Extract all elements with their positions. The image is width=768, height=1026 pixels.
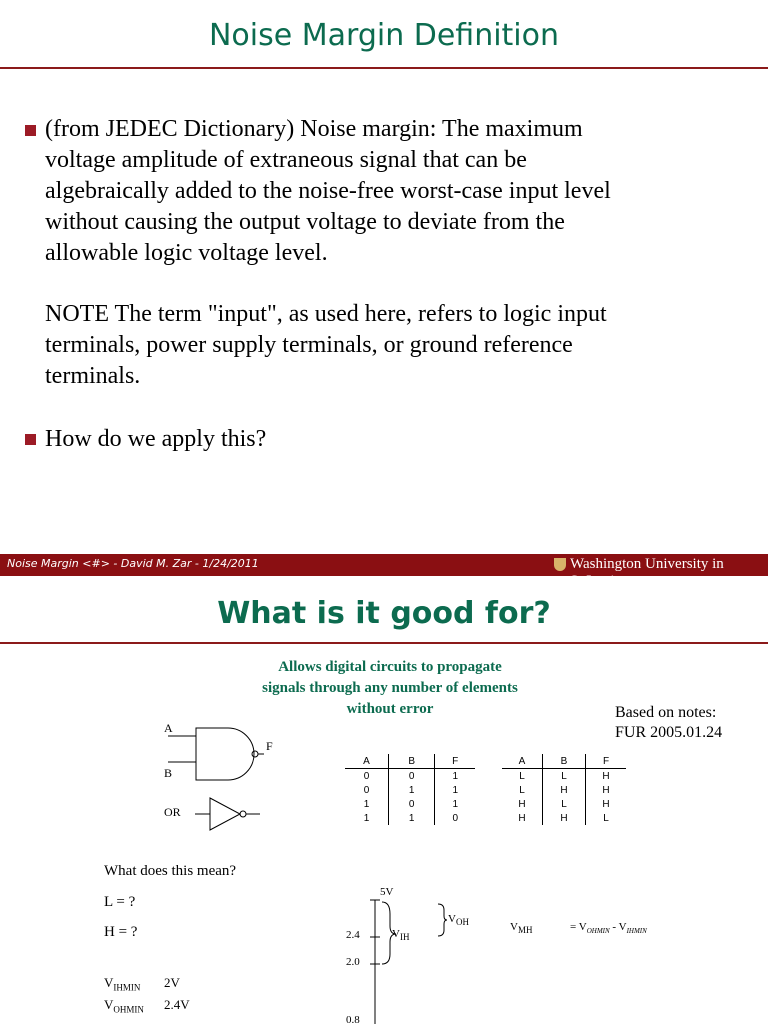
table-cell: H <box>586 769 626 784</box>
vihmin-label: $V_{IHMIN}$ <box>104 975 141 993</box>
bullet-square-icon <box>25 434 36 445</box>
vmh-label: $V_{MH}$ <box>510 921 533 936</box>
col-f-header: F <box>586 754 626 769</box>
col-a-header: A <box>502 754 542 769</box>
table-cell: 0 <box>363 784 370 796</box>
axis-label-2-0: 2.0 <box>346 956 360 968</box>
table-cell: 1 <box>363 812 370 824</box>
note-text: NOTE The term "input", as used here, refers to logic input terminals, power supply terminals, or ground reference terminals. <box>45 301 607 389</box>
axis-label-2-4: 2.4 <box>346 929 360 941</box>
university-name: Washington University in St.Louis <box>570 556 724 589</box>
slide1-title: Noise Margin Definition <box>208 18 560 53</box>
slide1-title-rule <box>0 67 768 69</box>
bullet-square-icon <box>25 125 36 136</box>
table-cell: H <box>518 812 526 824</box>
table-row <box>345 797 475 811</box>
gate-input-a: A <box>164 721 173 735</box>
vohmin-label: $V_{OHMIN}$ <box>104 997 144 1015</box>
table-cell: H <box>586 783 626 797</box>
table-header-row <box>502 754 626 769</box>
table-row <box>502 783 626 797</box>
table-cell: L <box>586 811 626 825</box>
voltage-axis <box>360 890 420 1024</box>
table-cell: L <box>542 769 585 784</box>
table-cell: H <box>542 811 585 825</box>
table-cell: 1 <box>388 783 434 797</box>
university-shield-icon <box>554 558 566 571</box>
table-row <box>345 783 475 797</box>
noise-margin-equation: = $V_{OHMIN} - V_{IHMIN}$ <box>570 921 647 936</box>
voh-label: $V_{OH}$ <box>448 913 469 928</box>
nand-bubble <box>252 751 258 757</box>
col-f-header: F <box>435 754 475 769</box>
table-cell: 0 <box>388 769 434 784</box>
table-row <box>502 769 626 784</box>
table-cell: 0 <box>388 797 434 811</box>
table-header-row <box>345 754 475 769</box>
gate-input-b: B <box>164 766 173 780</box>
table-cell: 1 <box>388 811 434 825</box>
col-a-header: A <box>345 754 388 769</box>
table-cell: 0 <box>363 770 370 782</box>
voh-brace <box>436 902 448 938</box>
jedec-definition-text: (from JEDEC Dictionary) Noise margin: The maximum voltage amplitude of extraneous signal that can be algebraically added to the noise-free worst-case input level without causing the output voltage to deviate from the allowable logic voltage level. <box>45 116 611 266</box>
slide2-subtitle: Allows digital circuits to propagate signals through any number of elements without error <box>262 659 518 717</box>
truth-table-logic-levels <box>502 754 626 825</box>
footer-left-text: Noise Margin <#> - David M. Zar - 1/24/2011 <box>7 557 259 570</box>
axis-label-5v: 5V <box>380 886 394 898</box>
gate-output-f: F <box>266 739 273 753</box>
apply-question-text: How do we apply this? <box>45 426 267 452</box>
table-cell: L <box>519 784 525 796</box>
slide2-title-rule <box>0 642 768 644</box>
axis-label-0-8: 0.8 <box>346 1014 360 1026</box>
table-cell: L <box>519 770 525 782</box>
vihmin-value: 2V <box>164 975 180 990</box>
high-level-question: H = ? <box>104 924 138 940</box>
question-text: What does this mean? <box>104 863 237 879</box>
table-cell: H <box>586 797 626 811</box>
vih-label: $V_{IH}$ <box>392 928 410 943</box>
table-row <box>345 811 475 825</box>
table-row <box>502 811 626 825</box>
buffer-gate-body <box>210 798 240 830</box>
col-b-header: B <box>542 754 585 769</box>
slide-footer <box>0 554 768 589</box>
based-on-notes: Based on notes: FUR 2005.01.24 <box>615 704 723 741</box>
gate-or-label: OR <box>164 805 181 819</box>
low-level-question: L = ? <box>104 894 136 910</box>
table-cell: 1 <box>435 769 475 784</box>
truth-table-binary <box>345 754 475 825</box>
table-cell: 1 <box>435 797 475 811</box>
col-b-header: B <box>388 754 434 769</box>
table-row <box>345 769 475 784</box>
table-cell: L <box>542 797 585 811</box>
vohmin-value: 2.4V <box>164 997 190 1012</box>
nand-gate-body <box>196 728 254 780</box>
slide2-title: What is it good for? <box>217 596 551 631</box>
table-cell: 0 <box>435 811 475 825</box>
table-cell: 1 <box>435 783 475 797</box>
table-row <box>502 797 626 811</box>
table-cell: H <box>518 798 526 810</box>
table-cell: 1 <box>363 798 370 810</box>
table-cell: H <box>542 783 585 797</box>
